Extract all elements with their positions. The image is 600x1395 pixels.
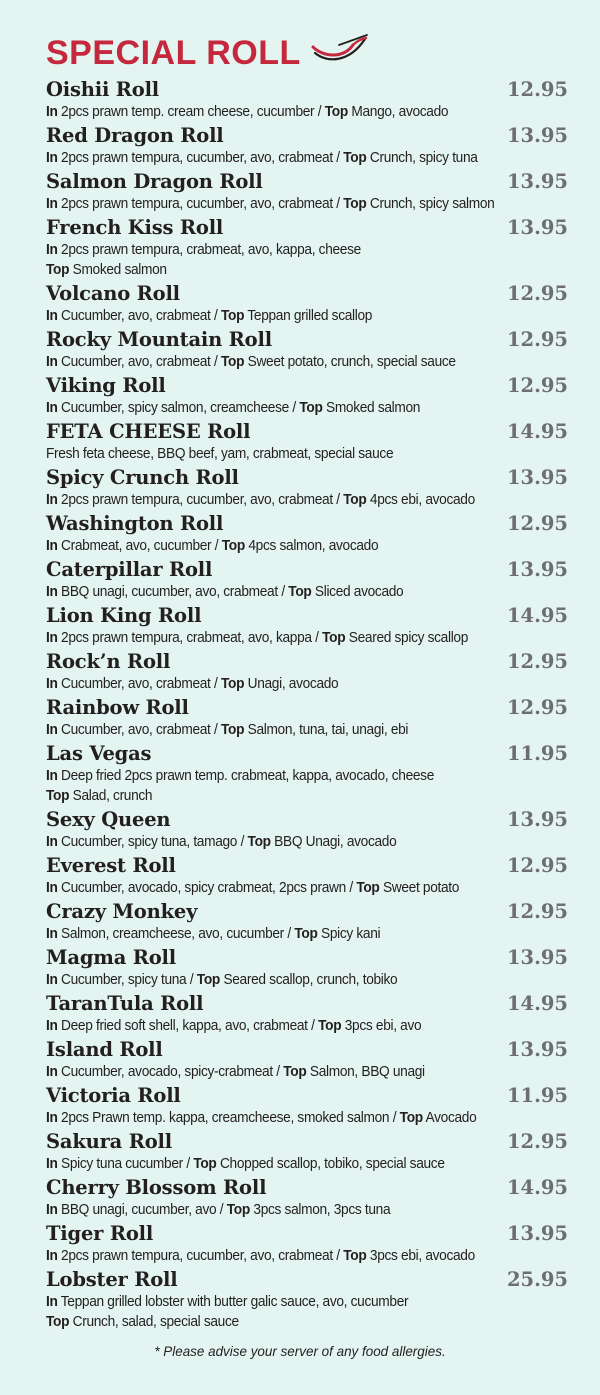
menu-item-header <box>46 991 570 1016</box>
menu-item-name: Caterpillar Roll <box>46 558 213 581</box>
ingredient-text: Smoked salmon <box>322 400 421 416</box>
menu-item-description <box>46 1200 539 1220</box>
menu-item-header <box>46 281 570 306</box>
menu-item-description <box>46 628 539 648</box>
menu-item-header <box>46 77 570 102</box>
menu-item-description <box>46 832 539 852</box>
ingredient-text: BBQ unagi, cucumber, avo / <box>57 1202 227 1218</box>
menu-item-description <box>46 1154 539 1174</box>
menu-item-header <box>46 695 570 720</box>
menu-item-name: Spicy Crunch Roll <box>46 466 239 489</box>
ingredient-text: Smoked salmon <box>69 262 167 278</box>
menu-item-header <box>46 1129 570 1154</box>
inside-label: In <box>46 104 58 120</box>
menu-item <box>46 1083 570 1128</box>
menu-item-price: 13.95 <box>506 170 568 193</box>
menu-item-header <box>46 327 570 352</box>
topping-label: Top <box>318 1018 342 1034</box>
menu-item <box>46 899 570 944</box>
ingredient-text: 3pcs salmon, 3pcs tuna <box>249 1202 391 1218</box>
topping-label: Top <box>324 104 348 120</box>
menu-item-name: Victoria Roll <box>46 1084 181 1107</box>
menu-item-header <box>46 373 570 398</box>
menu-item-header <box>46 1221 570 1246</box>
ingredient-text: Cucumber, avo, crabmeat / <box>57 676 221 692</box>
page-title: SPECIAL ROLL <box>46 34 301 72</box>
menu-item <box>46 1221 570 1266</box>
ingredient-text: BBQ unagi, cucumber, avo, crabmeat / <box>57 584 289 600</box>
inside-label: In <box>46 1110 58 1126</box>
menu-item-name: TaranTula Roll <box>46 992 204 1015</box>
menu-item-header <box>46 603 570 628</box>
menu-item <box>46 807 570 852</box>
ingredient-text: Fresh feta cheese, BBQ beef, yam, crabmeat, special sauce <box>46 446 394 462</box>
menu-item-description <box>46 240 539 260</box>
menu-item-price: 13.95 <box>506 466 568 489</box>
menu-item-price: 12.95 <box>506 512 568 535</box>
menu-item-description <box>46 970 539 990</box>
inside-label: In <box>46 150 58 166</box>
topping-label: Top <box>221 538 245 554</box>
menu-item-description <box>46 582 539 602</box>
menu-item-name: Lobster Roll <box>46 1268 178 1291</box>
menu-item <box>46 557 570 602</box>
menu-item-description <box>46 924 539 944</box>
menu-item-name: Volcano Roll <box>46 282 180 305</box>
topping-label: Top <box>288 584 312 600</box>
menu-item-description <box>46 1292 539 1312</box>
menu-item-price: 13.95 <box>506 946 568 969</box>
menu-header <box>46 28 371 78</box>
menu-item-name: Red Dragon Roll <box>46 124 224 147</box>
menu-item <box>46 649 570 694</box>
menu-item-price: 13.95 <box>506 1222 568 1245</box>
menu-item-price: 11.95 <box>506 1084 568 1107</box>
menu-item-header <box>46 215 570 240</box>
inside-label: In <box>46 972 58 988</box>
ingredient-text: 2pcs prawn tempura, cucumber, avo, crabmeat / <box>57 1248 344 1264</box>
menu-item-name: Washington Roll <box>46 512 224 535</box>
ingredient-text: Sweet potato, crunch, special sauce <box>244 354 456 370</box>
ingredient-text: BBQ Unagi, avocado <box>270 834 397 850</box>
ingredient-text: Cucumber, avocado, spicy crabmeat, 2pcs prawn / <box>57 880 357 896</box>
inside-label: In <box>46 400 58 416</box>
ingredient-text: 4pcs ebi, avocado <box>366 492 475 508</box>
menu-item-header <box>46 741 570 766</box>
menu-item-price: 14.95 <box>506 420 568 443</box>
menu-item-description <box>46 352 539 372</box>
menu-item-header <box>46 1175 570 1200</box>
menu-item-name: Rocky Mountain Roll <box>46 328 272 351</box>
ingredient-text: Seared scallop, crunch, tobiko <box>219 972 398 988</box>
ingredient-text: Cucumber, spicy tuna, tamago / <box>57 834 248 850</box>
topping-label: Top <box>343 1248 367 1264</box>
topping-label: Top <box>399 1110 423 1126</box>
topping-label: Top <box>343 492 367 508</box>
menu-item-name: Sexy Queen <box>46 808 171 831</box>
menu-item-header <box>46 899 570 924</box>
inside-label: In <box>46 880 58 896</box>
menu-item-header <box>46 1267 570 1292</box>
menu-item-name: Rock’n Roll <box>46 650 171 673</box>
menu-item-price: 14.95 <box>506 604 568 627</box>
menu-item-header <box>46 649 570 674</box>
topping-label: Top <box>46 262 70 278</box>
inside-label: In <box>46 1156 58 1172</box>
menu-item-header <box>46 945 570 970</box>
inside-label: In <box>46 1202 58 1218</box>
ingredient-text: Salmon, BBQ unagi <box>306 1064 425 1080</box>
menu-item-name: Lion King Roll <box>46 604 202 627</box>
menu-item <box>46 419 570 464</box>
topping-label: Top <box>46 1314 70 1330</box>
menu-item-description <box>46 444 539 464</box>
menu-item-price: 12.95 <box>506 650 568 673</box>
inside-label: In <box>46 630 58 646</box>
topping-label: Top <box>220 722 245 738</box>
menu-item-name: Everest Roll <box>46 854 176 877</box>
inside-label: In <box>46 834 58 850</box>
inside-label: In <box>46 492 58 508</box>
menu-item-name: FETA CHEESE Roll <box>46 420 251 443</box>
inside-label: In <box>46 584 58 600</box>
menu-item-name: Tiger Roll <box>46 1222 154 1245</box>
menu-item-header <box>46 1037 570 1062</box>
ingredient-text: Deep fried soft shell, kappa, avo, crabmeat / <box>57 1018 319 1034</box>
menu-item-name: Cherry Blossom Roll <box>46 1176 267 1199</box>
topping-label: Top <box>322 630 346 646</box>
ingredient-text: Avocado <box>422 1110 477 1126</box>
menu-item-description <box>46 490 539 510</box>
menu-item <box>46 1129 570 1174</box>
menu-item-price: 14.95 <box>506 1176 568 1199</box>
ingredient-text: Deep fried 2pcs prawn temp. crabmeat, kappa, avocado, cheese <box>57 768 435 784</box>
ingredient-text: 3pcs ebi, avo <box>341 1018 422 1034</box>
topping-label: Top <box>356 880 380 896</box>
menu-item-description <box>46 1108 539 1128</box>
menu-item <box>46 511 570 556</box>
menu-item-description <box>46 1246 539 1266</box>
ingredient-text: Sliced avocado <box>311 584 404 600</box>
inside-label: In <box>46 1018 58 1034</box>
topping-label: Top <box>294 926 318 942</box>
topping-label: Top <box>299 400 323 416</box>
menu-item-description <box>46 1016 539 1036</box>
ingredient-text: Cucumber, spicy salmon, creamcheese / <box>57 400 300 416</box>
menu-item-price: 12.95 <box>506 78 568 101</box>
menu-item <box>46 695 570 740</box>
menu-item <box>46 853 570 898</box>
ingredient-text: 2pcs prawn tempura, crabmeat, avo, kappa, cheese <box>57 242 361 258</box>
menu-item-price: 25.95 <box>506 1268 568 1291</box>
menu-item <box>46 1175 570 1220</box>
ingredient-text: Cucumber, avo, crabmeat / <box>57 308 221 324</box>
menu-item-name: Island Roll <box>46 1038 163 1061</box>
menu-item-description <box>46 1312 539 1332</box>
topping-label: Top <box>343 150 367 166</box>
menu-item-price: 13.95 <box>506 124 568 147</box>
inside-label: In <box>46 722 58 738</box>
menu-item <box>46 327 570 372</box>
menu-item-name: Viking Roll <box>46 374 166 397</box>
menu-item <box>46 123 570 168</box>
ingredient-text: Spicy kani <box>317 926 381 942</box>
topping-label: Top <box>193 1156 217 1172</box>
ingredient-text: 2pcs Prawn temp. kappa, creamcheese, smoked salmon / <box>57 1110 400 1126</box>
menu-item <box>46 991 570 1036</box>
menu-item-name: French Kiss Roll <box>46 216 224 239</box>
ingredient-text: Cucumber, avocado, spicy-crabmeat / <box>57 1064 284 1080</box>
menu-item-description <box>46 786 539 806</box>
inside-label: In <box>46 1064 58 1080</box>
menu-item <box>46 1267 570 1332</box>
ingredient-text: Salmon, creamcheese, avo, cucumber / <box>57 926 295 942</box>
inside-label: In <box>46 676 58 692</box>
menu-item <box>46 603 570 648</box>
ingredient-text: 2pcs prawn temp. cream cheese, cucumber / <box>57 104 325 120</box>
menu-item-price: 11.95 <box>506 742 568 765</box>
menu-item-price: 13.95 <box>506 216 568 239</box>
menu-item-header <box>46 557 570 582</box>
menu-item-description <box>46 260 539 280</box>
chopsticks-logo-icon <box>309 33 371 67</box>
ingredient-text: Crunch, spicy tuna <box>366 150 478 166</box>
inside-label: In <box>46 926 58 942</box>
menu-item-description <box>46 878 539 898</box>
ingredient-text: Seared spicy scallop <box>345 630 469 646</box>
menu-item-price: 12.95 <box>506 282 568 305</box>
topping-label: Top <box>46 788 70 804</box>
inside-label: In <box>46 354 58 370</box>
ingredient-text: 2pcs prawn tempura, cucumber, avo, crabmeat / <box>57 150 344 166</box>
menu-item-header <box>46 1083 570 1108</box>
ingredient-text: 4pcs salmon, avocado <box>244 538 379 554</box>
ingredient-text: Chopped scallop, tobiko, special sauce <box>216 1156 445 1172</box>
ingredient-text: Cucumber, avo, crabmeat / <box>57 354 221 370</box>
menu-item-header <box>46 511 570 536</box>
allergy-note: * Please advise your server of any food allergies. <box>154 1343 446 1359</box>
menu-item-header <box>46 169 570 194</box>
menu-item-price: 12.95 <box>506 1130 568 1153</box>
ingredient-text: 2pcs prawn tempura, crabmeat, avo, kappa / <box>57 630 323 646</box>
topping-label: Top <box>196 972 220 988</box>
menu-item-description <box>46 536 539 556</box>
ingredient-text: Teppan grilled lobster with butter galic sauce, avo, cucumber <box>57 1294 409 1310</box>
menu-item-description <box>46 398 539 418</box>
topping-label: Top <box>283 1064 307 1080</box>
menu-item-description <box>46 1062 539 1082</box>
menu-list <box>46 77 570 1333</box>
menu-item <box>46 281 570 326</box>
menu-item-price: 12.95 <box>506 374 568 397</box>
ingredient-text: Crabmeat, avo, cucumber / <box>57 538 222 554</box>
menu-item <box>46 945 570 990</box>
inside-label: In <box>46 196 58 212</box>
topping-label: Top <box>220 676 245 692</box>
menu-item <box>46 215 570 280</box>
topping-label: Top <box>226 1202 250 1218</box>
menu-item-description <box>46 674 539 694</box>
topping-label: Top <box>343 196 367 212</box>
ingredient-text: 3pcs ebi, avocado <box>366 1248 475 1264</box>
ingredient-text: Unagi, avocado <box>244 676 339 692</box>
inside-label: In <box>46 242 58 258</box>
menu-item <box>46 741 570 806</box>
menu-item-name: Rainbow Roll <box>46 696 189 719</box>
menu-item-name: Sakura Roll <box>46 1130 172 1153</box>
menu-item <box>46 373 570 418</box>
menu-item-name: Las Vegas <box>46 742 152 765</box>
ingredient-text: Cucumber, spicy tuna / <box>57 972 197 988</box>
ingredient-text: Crunch, salad, special sauce <box>69 1314 239 1330</box>
menu-item-header <box>46 807 570 832</box>
ingredient-text: Cucumber, avo, crabmeat / <box>57 722 221 738</box>
menu-item-price: 14.95 <box>506 992 568 1015</box>
menu-item-description <box>46 766 539 786</box>
menu-item-header <box>46 853 570 878</box>
ingredient-text: 2pcs prawn tempura, cucumber, avo, crabmeat / <box>57 196 344 212</box>
menu-item-description <box>46 102 539 122</box>
menu-item-price: 12.95 <box>506 696 568 719</box>
menu-item-price: 13.95 <box>506 1038 568 1061</box>
menu-item-header <box>46 419 570 444</box>
menu-item <box>46 1037 570 1082</box>
menu-item-name: Salmon Dragon Roll <box>46 170 263 193</box>
menu-item-description <box>46 148 539 168</box>
menu-item-name: Crazy Monkey <box>46 900 198 923</box>
topping-label: Top <box>247 834 271 850</box>
ingredient-text: Spicy tuna cucumber / <box>57 1156 194 1172</box>
ingredient-text: Salmon, tuna, tai, unagi, ebi <box>244 722 409 738</box>
topping-label: Top <box>220 308 245 324</box>
topping-label: Top <box>220 354 245 370</box>
inside-label: In <box>46 1248 58 1264</box>
ingredient-text: Crunch, spicy salmon <box>366 196 495 212</box>
inside-label: In <box>46 538 58 554</box>
inside-label: In <box>46 308 58 324</box>
ingredient-text: Sweet potato <box>379 880 460 896</box>
menu-item-price: 13.95 <box>506 558 568 581</box>
inside-label: In <box>46 768 58 784</box>
ingredient-text: Teppan grilled scallop <box>244 308 373 324</box>
menu-item-header <box>46 465 570 490</box>
menu-item-description <box>46 720 539 740</box>
menu-item-price: 13.95 <box>506 808 568 831</box>
menu-item <box>46 465 570 510</box>
ingredient-text: Mango, avocado <box>347 104 449 120</box>
menu-item-header <box>46 123 570 148</box>
menu-item <box>46 77 570 122</box>
ingredient-text: Salad, crunch <box>69 788 153 804</box>
menu-item-name: Magma Roll <box>46 946 176 969</box>
menu-item-description <box>46 194 539 214</box>
menu-item-description <box>46 306 539 326</box>
menu-item-price: 12.95 <box>506 854 568 877</box>
inside-label: In <box>46 1294 58 1310</box>
menu-item-price: 12.95 <box>506 328 568 351</box>
menu-item <box>46 169 570 214</box>
ingredient-text: 2pcs prawn tempura, cucumber, avo, crabmeat / <box>57 492 344 508</box>
menu-item-price: 12.95 <box>506 900 568 923</box>
menu-item-name: Oishii Roll <box>46 78 159 101</box>
